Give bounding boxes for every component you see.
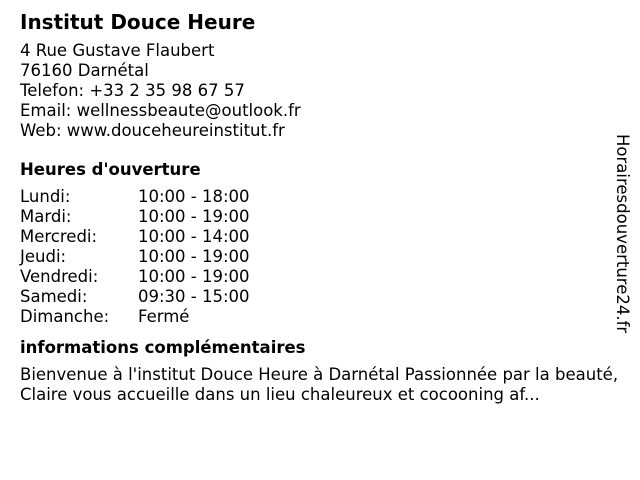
hours-time: 10:00 - 14:00 <box>138 227 250 246</box>
email-line: Email: wellnessbeaute@outlook.fr <box>20 101 301 120</box>
address-street: 4 Rue Gustave Flaubert <box>20 41 215 60</box>
hours-row-friday <box>20 267 620 287</box>
business-card <box>20 8 620 405</box>
hours-time: Fermé <box>138 307 190 326</box>
phone-line: Telefon: +33 2 35 98 67 57 <box>20 81 245 100</box>
hours-row-thursday <box>20 247 620 267</box>
address-city: 76160 Darnétal <box>20 61 149 80</box>
hours-table <box>20 187 620 327</box>
hours-row-tuesday <box>20 207 620 227</box>
hours-day: Dimanche: <box>20 307 110 326</box>
hours-day: Mercredi: <box>20 227 98 246</box>
hours-time: 10:00 - 19:00 <box>138 207 250 226</box>
info-heading: informations complémentaires <box>20 338 306 357</box>
hours-day: Jeudi: <box>20 247 67 266</box>
business-name: Institut Douce Heure <box>20 10 256 34</box>
hours-heading: Heures d'ouverture <box>20 160 201 179</box>
hours-row-sunday <box>20 307 620 327</box>
hours-row-monday <box>20 187 620 207</box>
side-brand-text: Horairesdouverture24.fr <box>613 134 632 334</box>
hours-day: Samedi: <box>20 287 88 306</box>
hours-time: 10:00 - 19:00 <box>138 247 250 266</box>
hours-day: Lundi: <box>20 187 71 206</box>
info-description: Bienvenue à l'institut Douce Heure à Darnétal Passionnée par la beauté, Claire vous accueille dans un lieu chaleureux et cocooning af... <box>20 365 619 404</box>
hours-row-saturday <box>20 287 620 307</box>
hours-time: 09:30 - 15:00 <box>138 287 250 306</box>
web-line: Web: www.douceheureinstitut.fr <box>20 121 285 140</box>
hours-row-wednesday <box>20 227 620 247</box>
hours-time: 10:00 - 18:00 <box>138 187 250 206</box>
hours-day: Mardi: <box>20 207 72 226</box>
hours-time: 10:00 - 19:00 <box>138 267 250 286</box>
hours-day: Vendredi: <box>20 267 99 286</box>
